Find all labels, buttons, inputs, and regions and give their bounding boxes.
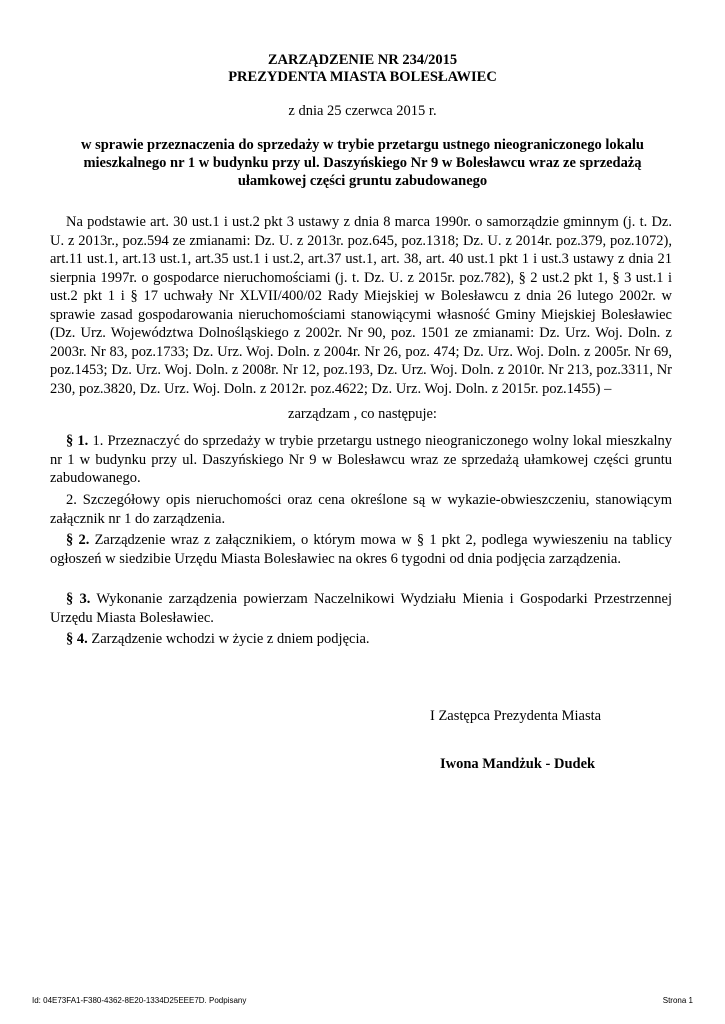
- section-3-text: Wykonanie zarządzenia powierzam Naczelnikowi Wydziału Mienia i Gospodarki Przestrzennej Urzędu Miasta Bolesławiec.: [50, 591, 672, 626]
- section-3-label: § 3.: [66, 591, 91, 607]
- section-1-point-2: 2. Szczegółowy opis nieruchomości oraz cena określone są w wykazie-obwieszczeniu, stanowiącym załącznik nr 1 do zarządzenia.: [50, 492, 672, 527]
- section-4-label: § 4.: [66, 631, 88, 647]
- legal-basis-paragraph: Na podstawie art. 30 ust.1 i ust.2 pkt 3 ustawy z dnia 8 marca 1990r. o samorządzie gminnym (j. t. Dz. U. z 2013r., poz.594 ze zmianami: Dz. U. z 2013r. poz.645, poz.1318; Dz. U. z 2014r. poz.379, poz.1072), art.11 ust.1, art.13 ust.1, art.35 ust.1 i ust.2, art.37 ust.1, art. 38, art. 40 ust.1 pkt 1 i ust.3 ustawy z dnia 21 sierpnia 1997r. o gospodarce nieruchomościami (j. t. Dz. U. z 2015r. poz.782), § 2 ust.2 pkt 1, § 3 ust.1 i ust.2 pkt 1 i § 17 uchwały Nr XLVII/400/02 Rady Miejskiej w Bolesławcu z dnia 26 lutego 2002r. w sprawie zasad gospodarowania nieruchomościami stanowiącymi własność Gminy Miejskiej Bolesławiec (Dz. Urz. Województwa Dolnośląskiego z 2002r. Nr 90, poz. 1501 ze zmianami: Dz. Urz. Woj. Doln. z 2003r. Nr 83, poz.1733; Dz. Urz. Woj. Doln. z 2004r. Nr 26, poz. 474; Dz. Urz. Woj. Doln. z 2005r. Nr 69, poz.1453; Dz. Urz. Woj. Doln. z 2008r. Nr 12, poz.193, Dz. Urz. Woj. Doln. z 2010r. Nr 213, poz.3311, Nr 230, poz.3820, Dz. Urz. Woj. Doln. z 2012r. poz.4622; Dz. Urz. Woj. Doln. z 2015r. poz.1455) –: [50, 214, 672, 397]
- section-1-label: § 1.: [66, 433, 89, 449]
- title-line-1: ZARZĄDZENIE NR 234/2015: [267, 52, 458, 68]
- document-title: [0, 52, 725, 86]
- signature-name: Iwona Mandżuk - Dudek: [440, 756, 596, 772]
- section-2-text: Zarządzenie wraz z załącznikiem, o którym mowa w § 1 pkt 2, podlega wywieszeniu na tablicy ogłoszeń w siedzibie Urzędu Miasta Bolesławiec na okres 6 tygodni od dnia podjęcia zarządzenia.: [50, 532, 673, 567]
- footer-page-number: Strona 1: [662, 996, 693, 1005]
- signature-role: I Zastępca Prezydenta Miasta: [430, 708, 602, 724]
- decree-line: zarządzam , co następuje:: [288, 406, 437, 422]
- section-1-paragraph: [50, 432, 672, 488]
- section-1-text: 1. Przeznaczyć do sprzedaży w trybie przetargu ustnego nieograniczonego wolny lokal mieszkalny nr 1 w budynku przy ul. Daszyńskiego Nr 9 w Bolesławcu wraz ze sprzedażą ułamkowej części gruntu zabudowanego.: [50, 433, 673, 486]
- section-2-paragraph: [50, 531, 672, 568]
- section-3-paragraph: [50, 590, 672, 627]
- document-date: z dnia 25 czerwca 2015 r.: [288, 103, 437, 119]
- section-4-text: Zarządzenie wchodzi w życie z dniem podjęcia.: [91, 631, 370, 647]
- section-2-label: § 2.: [66, 532, 90, 548]
- section-4-paragraph: [50, 630, 672, 649]
- title-line-2: PREZYDENTA MIASTA BOLESŁAWIEC: [228, 69, 497, 85]
- footer-document-id: Id: 04E73FA1-F380-4362-8E20-1334D25EEE7D. Podpisany: [32, 996, 247, 1005]
- document-subject: w sprawie przeznaczenia do sprzedaży w trybie przetargu ustnego nieograniczonego lokalu mieszkalnego nr 1 w budynku przy ul. Daszyńskiego Nr 9 w Bolesławcu wraz ze sprzedażą ułamkowej części gruntu zabudowanego: [80, 137, 644, 189]
